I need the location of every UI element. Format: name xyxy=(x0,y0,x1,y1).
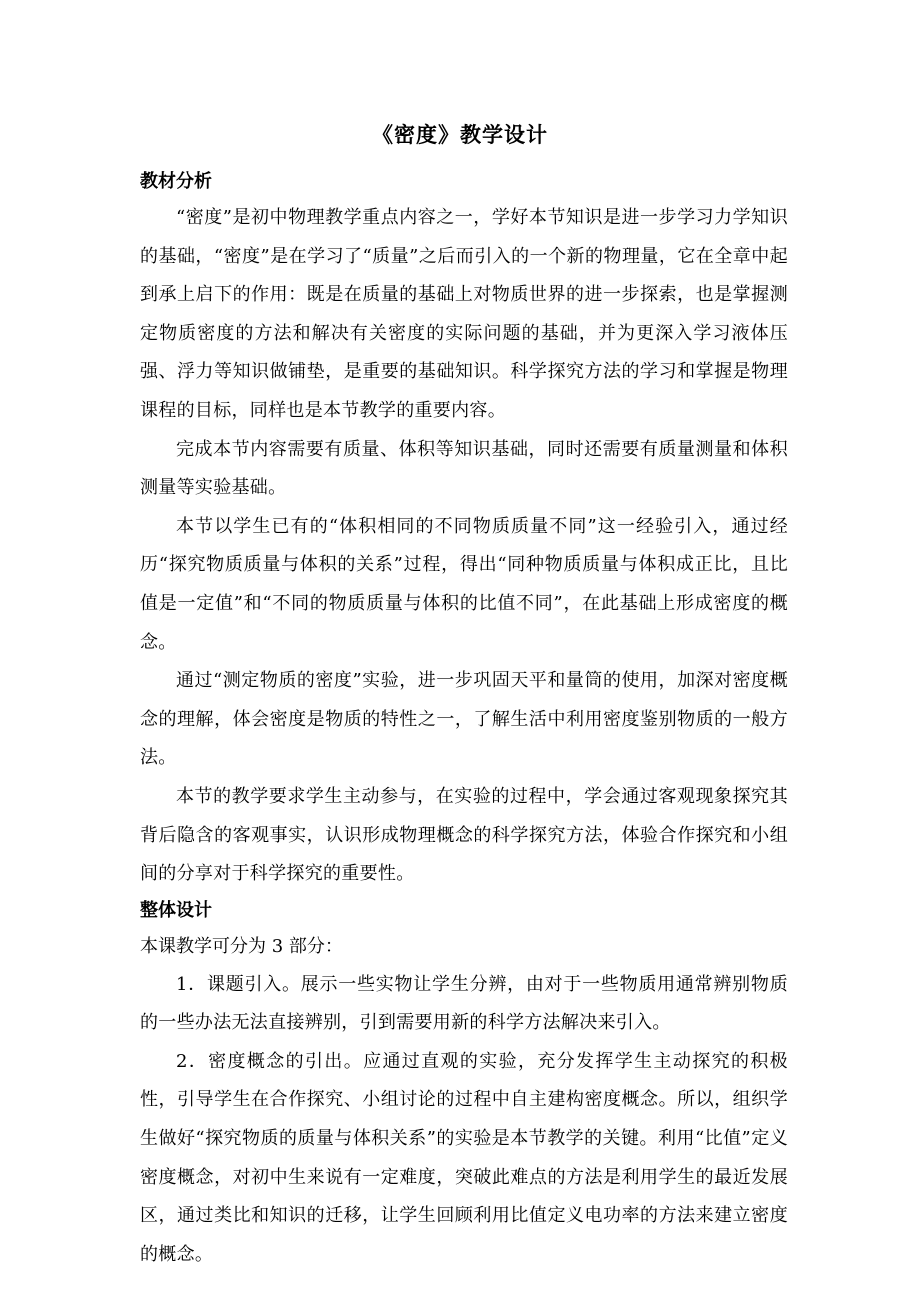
overall-item-1: 1．课题引入。展示一些实物让学生分辨，由对于一些物质用通常辨别物质的一些办法无法直接辨别，引到需要用新的科学方法解决来引入。 xyxy=(140,973,788,1034)
section-heading-analysis: 教材分析 xyxy=(140,171,212,192)
analysis-paragraph-5: 本节的教学要求学生主动参与，在实验的过程中，学会通过客观现象探究其背后隐含的客观事实，认识形成物理概念的科学探究方法，体验合作探究和小组间的分享对于科学探究的重要性。 xyxy=(140,785,788,885)
analysis-paragraph-4: 通过“测定物质的密度”实验，进一步巩固天平和量筒的使用，加深对密度概念的理解，体会密度是物质的特性之一，了解生活中利用密度鉴别物质的一般方法。 xyxy=(140,670,788,769)
analysis-paragraph-1: “密度”是初中物理教学重点内容之一，学好本节知识是进一步学习力学知识的基础，“密度”是在学习了“质量”之后而引入的一个新的物理量，它在全章中起到承上启下的作用：既是在质量的基础上对物质世界的进一步探索，也是掌握测定物质密度的方法和解决有关密度的实际问题的基础，并为更深入学习液体压强、浮力等知识做铺垫，是重要的基础知识。科学探究方法的学习和掌握是物理课程的目标，同样也是本节教学的重要内容。 xyxy=(140,207,788,421)
overall-intro: 本课教学可分为 3 部分： xyxy=(140,935,343,957)
analysis-paragraph-3: 本节以学生已有的“体积相同的不同物质质量不同”这一经验引入，通过经历“探究物质质量与体积的关系”过程，得出“同种物质质量与体积成正比，且比值是一定值”和“不同的物质质量与体积的比值不同”，在此基础上形成密度的概念。 xyxy=(140,515,788,653)
document-title: 《密度》教学设计 xyxy=(372,122,548,147)
overall-item-2: 2．密度概念的引出。应通过直观的实验，充分发挥学生主动探究的积极性，引导学生在合作探究、小组讨论的过程中自主建构密度概念。所以，组织学生做好“探究物质的质量与体积关系”的实验是本节教学的关键。利用“比值”定义密度概念，对初中生来说有一定难度，突破此难点的方法是利用学生的最近发展区，通过类比和知识的迁移，让学生回顾利用比值定义电功率的方法来建立密度的概念。 xyxy=(140,1050,788,1265)
section-heading-overall: 整体设计 xyxy=(140,899,212,921)
document-body xyxy=(140,165,788,1274)
analysis-paragraph-2: 完成本节内容需要有质量、体积等知识基础，同时还需要有质量测量和体积测量等实验基础。 xyxy=(140,438,788,499)
